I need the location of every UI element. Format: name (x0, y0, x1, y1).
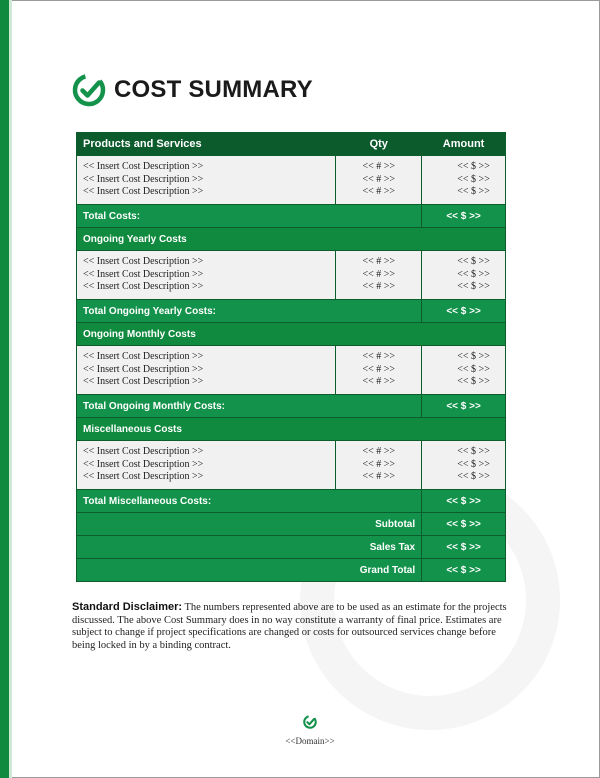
cost-description: << Insert Cost Description >> (83, 471, 204, 483)
cost-amount: << $ >> (457, 256, 490, 268)
cost-qty: << # >> (362, 256, 396, 268)
cost-description: << Insert Cost Description >> (83, 458, 204, 470)
cost-amount: << $ >> (457, 351, 490, 363)
page-title: COST SUMMARY (114, 76, 313, 103)
cost-qty-cell (336, 346, 422, 395)
section-total-label: Total Miscellaneous Costs: (77, 490, 422, 513)
cost-description-cell (77, 441, 336, 490)
footer-domain: <<Domain>> (285, 736, 335, 746)
summary-label: Sales Tax (77, 536, 422, 559)
cost-qty: << # >> (362, 173, 396, 185)
cost-qty: << # >> (362, 351, 396, 363)
section-heading: Ongoing Yearly Costs (77, 228, 506, 251)
summary-value: << $ >> (422, 536, 506, 559)
left-accent-bar (0, 0, 9, 778)
summary-row (77, 536, 506, 559)
cost-description: << Insert Cost Description >> (83, 363, 204, 375)
section-heading-row (77, 323, 506, 346)
summary-value: << $ >> (422, 513, 506, 536)
left-accent-stripe (9, 0, 12, 778)
header-products: Products and Services (77, 133, 336, 156)
section-total-label: Total Ongoing Yearly Costs: (77, 300, 422, 323)
section-total-value: << $ >> (422, 300, 506, 323)
section-total-row (77, 205, 506, 228)
header-qty: Qty (336, 133, 422, 156)
cost-description: << Insert Cost Description >> (83, 446, 204, 458)
cost-amount: << $ >> (457, 363, 490, 375)
summary-row (77, 513, 506, 536)
page-footer (250, 715, 370, 749)
cost-qty-cell (336, 251, 422, 300)
cost-qty: << # >> (362, 363, 396, 375)
cost-amount: << $ >> (457, 186, 490, 198)
cost-description: << Insert Cost Description >> (83, 256, 204, 268)
cost-amount: << $ >> (457, 471, 490, 483)
section-total-value: << $ >> (422, 490, 506, 513)
section-heading-row (77, 418, 506, 441)
disclaimer-lead: Standard Disclaimer: (72, 601, 183, 613)
disclaimer-text: The numbers represented above are to be used as an estimate for the projects discussed. The above Cost Summary does in no way constitute a warranty of final price. Estimates are subject to change if project specifications are changed or costs for outsourced services change before being locked in by a binding contract. (72, 602, 507, 651)
cost-amount: << $ >> (457, 446, 490, 458)
cost-qty: << # >> (362, 376, 396, 388)
header-amount: Amount (422, 133, 506, 156)
section-total-label: Total Ongoing Monthly Costs: (77, 395, 422, 418)
cost-amount: << $ >> (457, 173, 490, 185)
cost-description: << Insert Cost Description >> (83, 351, 204, 363)
cost-amount: << $ >> (457, 268, 490, 280)
cost-qty: << # >> (362, 458, 396, 470)
cost-description: << Insert Cost Description >> (83, 281, 204, 293)
section-total-value: << $ >> (422, 205, 506, 228)
cost-qty: << # >> (362, 268, 396, 280)
footer-check-circle-icon (303, 715, 317, 729)
section-total-row (77, 300, 506, 323)
cost-items-row (77, 251, 506, 300)
summary-label: Subtotal (77, 513, 422, 536)
cost-qty: << # >> (362, 446, 396, 458)
cost-qty: << # >> (362, 471, 396, 483)
cost-description-cell (77, 156, 336, 205)
cost-items-row (77, 441, 506, 490)
cost-qty: << # >> (362, 281, 396, 293)
section-total-row (77, 395, 506, 418)
section-total-label: Total Costs: (77, 205, 422, 228)
summary-row (77, 559, 506, 582)
summary-value: << $ >> (422, 559, 506, 582)
cost-amount-cell (422, 346, 506, 395)
cost-items-row (77, 346, 506, 395)
cost-summary-table (76, 132, 506, 582)
cost-amount-cell (422, 156, 506, 205)
cost-description: << Insert Cost Description >> (83, 376, 204, 388)
cost-amount-cell (422, 441, 506, 490)
cost-qty-cell (336, 441, 422, 490)
cost-description: << Insert Cost Description >> (83, 173, 204, 185)
table-header-row (77, 133, 506, 156)
cost-description-cell (77, 346, 336, 395)
cost-amount: << $ >> (457, 281, 490, 293)
standard-disclaimer (72, 601, 514, 652)
cost-amount-cell (422, 251, 506, 300)
section-heading-row (77, 228, 506, 251)
section-total-row (77, 490, 506, 513)
cost-items-row (77, 156, 506, 205)
cost-description: << Insert Cost Description >> (83, 161, 204, 173)
cost-amount: << $ >> (457, 458, 490, 470)
check-circle-icon (72, 73, 106, 107)
cost-amount: << $ >> (457, 376, 490, 388)
cost-description-cell (77, 251, 336, 300)
cost-description: << Insert Cost Description >> (83, 268, 204, 280)
cost-qty: << # >> (362, 186, 396, 198)
summary-label: Grand Total (77, 559, 422, 582)
cost-qty: << # >> (362, 161, 396, 173)
cost-amount: << $ >> (457, 161, 490, 173)
cost-qty-cell (336, 156, 422, 205)
section-total-value: << $ >> (422, 395, 506, 418)
document-header (72, 72, 313, 108)
cost-description: << Insert Cost Description >> (83, 186, 204, 198)
section-heading: Ongoing Monthly Costs (77, 323, 506, 346)
section-heading: Miscellaneous Costs (77, 418, 506, 441)
